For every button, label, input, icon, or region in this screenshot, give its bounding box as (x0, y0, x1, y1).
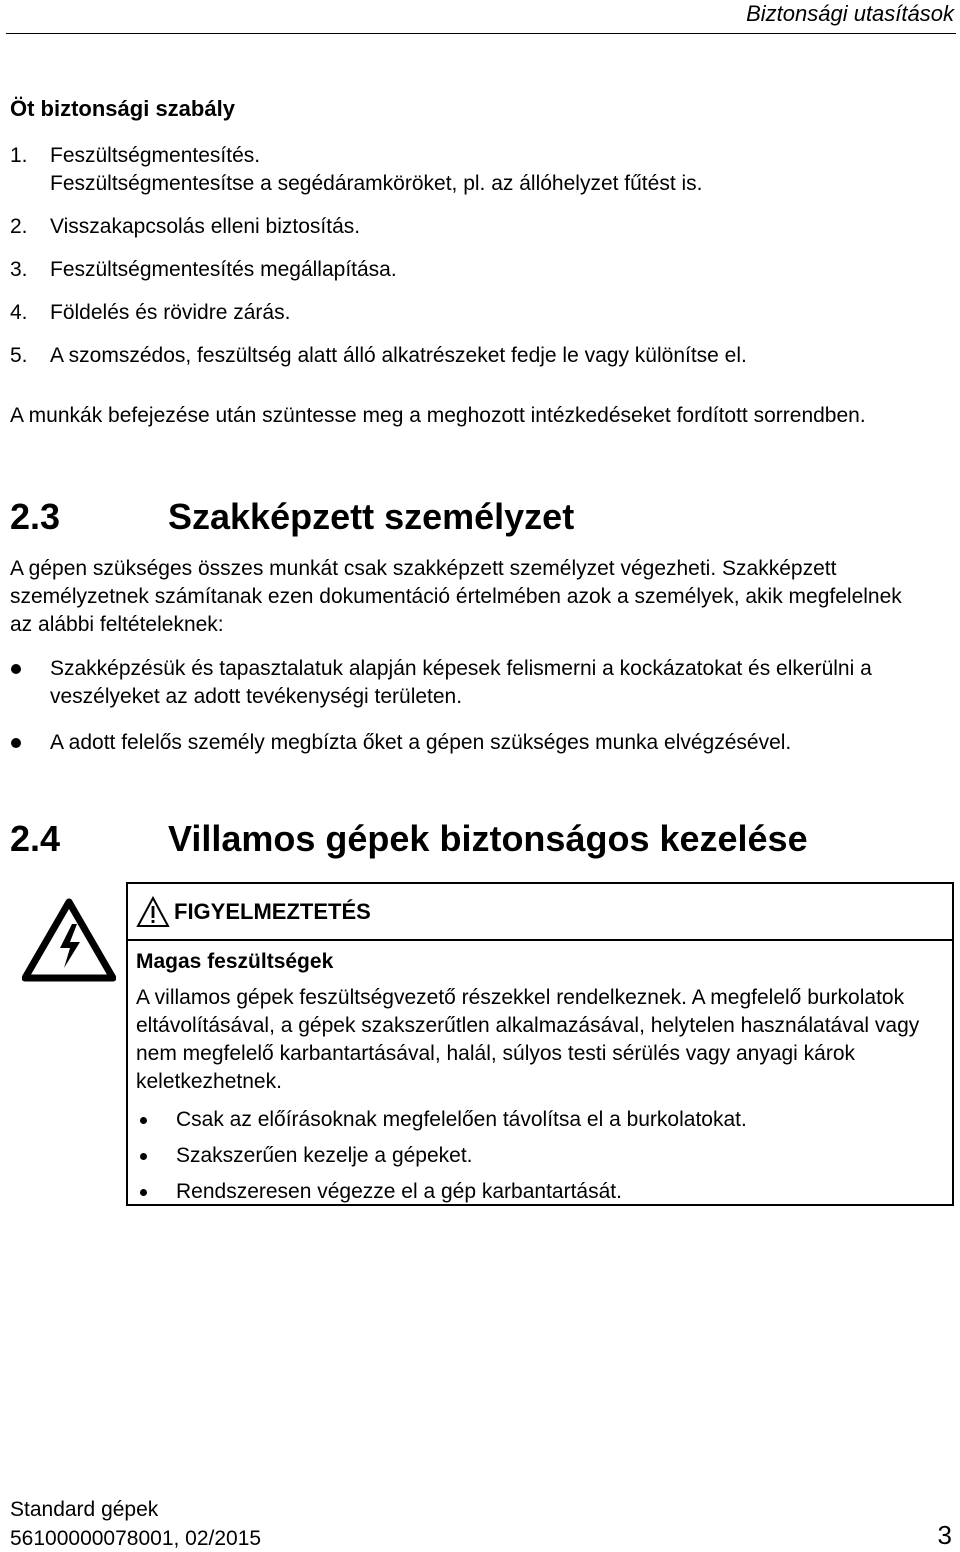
rule-text: Földelés és rövidre zárás. (50, 301, 291, 324)
rule-number: 1. (10, 144, 28, 167)
five-rules-heading: Öt biztonsági szabály (10, 96, 235, 121)
footer-doc-code: 56100000078001, 02/2015 (10, 1527, 262, 1550)
rule-text: Feszültségmentesítés megállapítása. (50, 258, 397, 281)
rule-item (10, 170, 950, 198)
rule-text: A szomszédos, feszültség alatt álló alkatrészeket fedje le vagy különítse el. (50, 344, 747, 367)
list-item (136, 1178, 936, 1214)
list-item-text: Csak az előírásoknak megfelelően távolítsa el a burkolatokat. (176, 1108, 747, 1131)
rule-item (10, 142, 950, 170)
section-number: 2.4 (10, 818, 61, 859)
rule-text: Visszakapcsolás elleni biztosítás. (50, 215, 361, 238)
rule-number: 4. (10, 301, 28, 324)
rule-item (10, 256, 950, 284)
section-heading-2-3 (10, 496, 574, 538)
rule-item (10, 342, 950, 370)
rule-number: 2. (10, 215, 28, 238)
bullet-icon (10, 729, 50, 757)
warning-label: FIGYELMEZTETÉS (174, 898, 371, 924)
rule-text: Feszültségmentesítés. (50, 144, 261, 167)
list-item (136, 1142, 936, 1178)
list-item-text: Szakképzésük és tapasztalatuk alapján képesek felismerni a kockázatokat és elkerülni a veszélyeket az adott tevékenységi területen. (50, 657, 872, 708)
rule-number: 3. (10, 258, 28, 281)
rule-item (10, 299, 950, 327)
list-item (10, 729, 940, 757)
qualified-personnel-paragraph: A gépen szükséges összes munkát csak szakképzett személyzet végezheti. Szakképzett személyzetnek számítanak ezen dokumentáció értelmében azok a személyek, akik megfelelnek az alábbi feltételeknek: (10, 557, 902, 636)
bullet-icon (10, 655, 50, 711)
section-heading-2-4 (10, 818, 808, 860)
page-header-title: Biztonsági utasítások (746, 1, 954, 26)
warning-subheading: Magas feszültségek (136, 950, 334, 973)
exclamation-triangle-icon (136, 896, 170, 928)
section-title: Villamos gépek biztonságos kezelése (168, 818, 808, 859)
section-title: Szakképzett személyzet (168, 496, 575, 537)
rule-number: 5. (10, 344, 28, 367)
warning-box (126, 882, 954, 1206)
qualified-personnel-bullets (10, 655, 940, 775)
rule-text: Feszültségmentesítse a segédáramköröket, pl. az állóhelyzet fűtést is. (50, 172, 703, 195)
list-item-text: Rendszeresen végezze el a gép karbantartását. (176, 1180, 622, 1203)
high-voltage-warning-icon (22, 898, 116, 982)
rule-item (10, 213, 950, 241)
rule-number (10, 170, 50, 198)
warning-bullets (136, 1106, 936, 1214)
page-number: 3 (937, 1520, 952, 1550)
list-item-text: A adott felelős személy megbízta őket a gépen szükséges munka elvégzésével. (50, 731, 792, 754)
header-rule (6, 33, 956, 34)
bullet-icon (136, 1106, 176, 1142)
footer-product: Standard gépek (10, 1498, 159, 1521)
list-item (10, 655, 940, 711)
list-item-text: Szakszerűen kezelje a gépeket. (176, 1144, 473, 1167)
five-rules-list (10, 142, 950, 370)
list-item (136, 1106, 936, 1142)
bullet-icon (136, 1178, 176, 1214)
rules-closing-text: A munkák befejezése után szüntesse meg a meghozott intézkedéseket fordított sorrendben. (10, 404, 866, 427)
section-number: 2.3 (10, 496, 61, 537)
warning-text: A villamos gépek feszültségvezető részekkel rendelkeznek. A megfelelő burkolatok eltávolításával, a gépek szakszerűtlen alkalmazásával, helytelen használatával vagy nem megfelelő karbantartásával, halál, súlyos testi sérülés vagy anyagi károk keletkezhetnek. (136, 986, 920, 1093)
warning-header (128, 884, 952, 941)
bullet-icon (136, 1142, 176, 1178)
